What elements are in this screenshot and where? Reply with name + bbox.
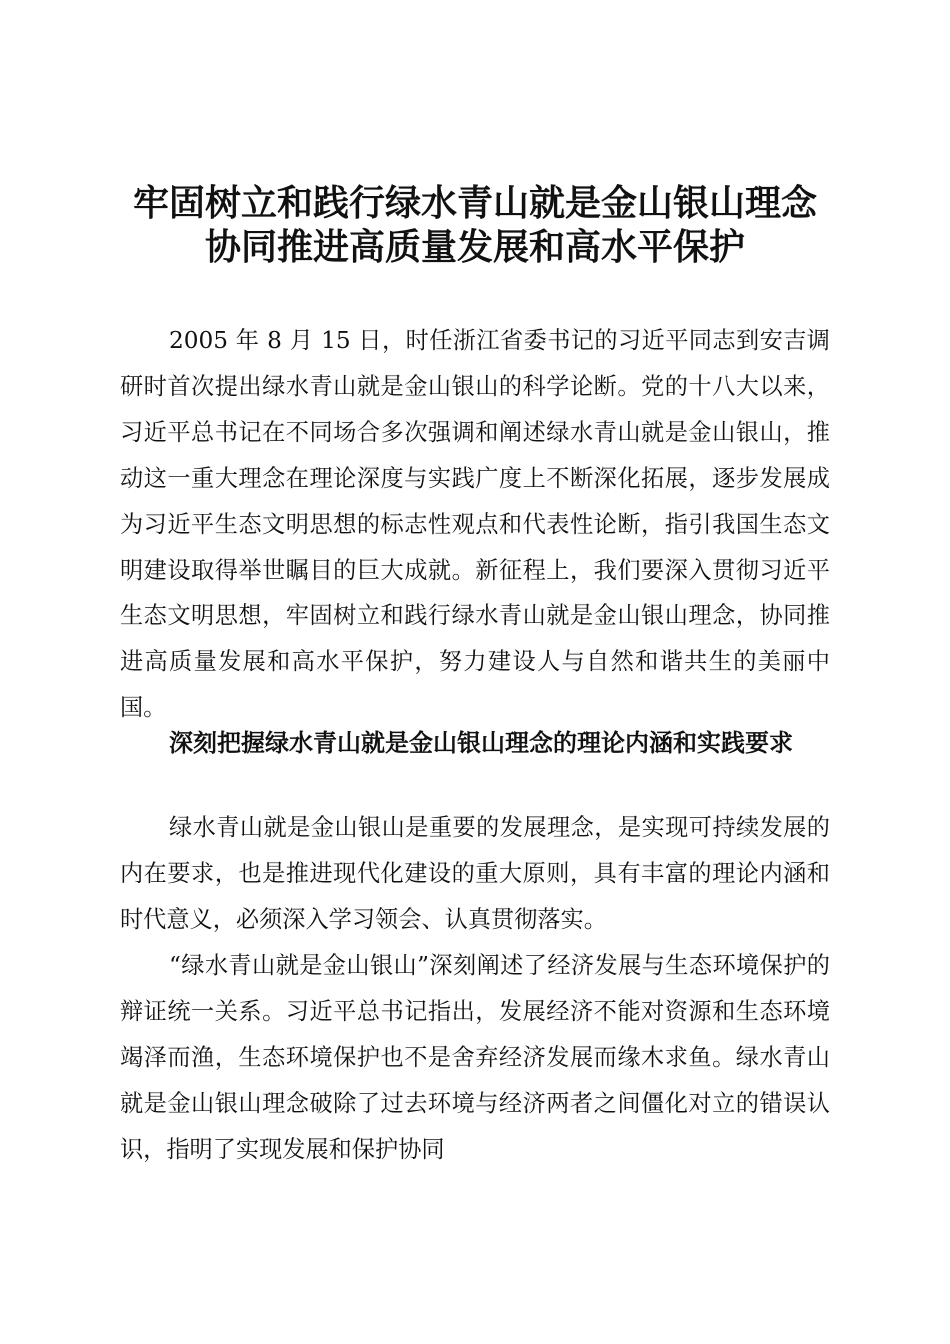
paragraph-dialectic: “绿水青山就是金山银山”深刻阐述了经济发展与生态环境保护的辩证统一关系。习近平总书记指出，发展经济不能对资源和生态环境竭泽而渔，生态环境保护也不是舍弃经济发展而缘木求鱼。绿水青山就是金山银山理念破除了过去环境与经济两者之间僵化对立的错误认识，指明了实现发展和保护协同 (120, 952, 830, 1163)
paragraph-intro: 2005 年 8 月 15 日，时任浙江省委书记的习近平同志到安吉调研时首次提出绿水青山就是金山银山的科学论断。党的十八大以来，习近平总书记在不同场合多次强调和阐述绿水青山就是金山银山，推动这一重大理念在理论深度与实践广度上不断深化拓展，逐步发展成为习近平生态文明思想的标志性观点和代表性论断，指引我国生态文明建设取得举世瞩目的巨大成就。新征程上，我们要深入贯彻习近平生态文明思想，牢固树立和践行绿水青山就是金山银山理念，协同推进高质量发展和高水平保护，努力建设人与自然和谐共生的美丽中国。 (120, 327, 830, 722)
paragraph-concept: 绿水青山就是金山银山是重要的发展理念，是实现可持续发展的内在要求，也是推进现代化建设的重大原则，具有丰富的理论内涵和时代意义，必须深入学习领会、认真贯彻落实。 (120, 814, 830, 933)
title-line-1: 牢固树立和践行绿水青山就是金山银山理念 (132, 182, 817, 224)
title-line-2: 协同推进高质量发展和高水平保护 (204, 226, 745, 268)
section-heading: 深刻把握绿水青山就是金山银山理念的理论内涵和实践要求 (169, 729, 793, 757)
